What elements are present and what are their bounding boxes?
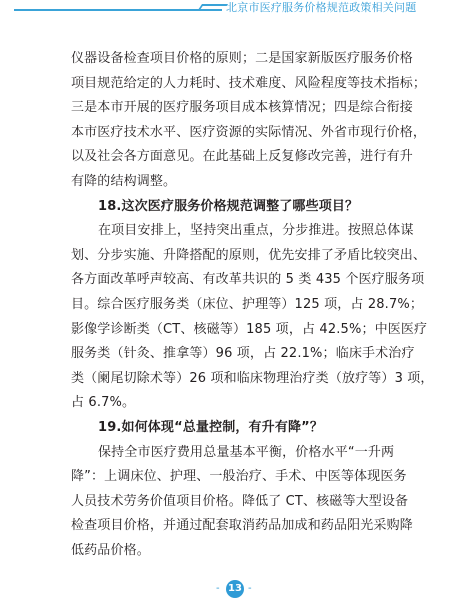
- text-line: 本市医疗技术水平、医疗资源的实际情况、外省市现行价格，: [71, 124, 427, 140]
- text-line: 检查项目价格，并通过配套取消药品加成和药品阳光采购降: [71, 518, 413, 534]
- page-number: 13: [226, 580, 244, 598]
- page-footer: [0, 578, 472, 600]
- text-line: 在项目安排上，坚持突出重点，分步推进。按照总体谋: [98, 223, 414, 239]
- page-number-dash-right: -: [248, 583, 252, 594]
- section-heading: 18.这次医疗服务价格规范调整了哪些项目？: [98, 198, 359, 214]
- text-line: 划、分步实施、升降搭配的原则，优先安排了矛盾比较突出、: [71, 247, 427, 263]
- text-line: 服务类（针灸、推拿等）96 项，占 22.1%；临床手术治疗: [71, 346, 415, 362]
- header-rule: [14, 9, 222, 11]
- text-line: 人员技术劳务价值项目价格。降低了 CT、核磁等大型设备: [71, 493, 409, 509]
- text-line: 有降的结构调整。: [71, 173, 177, 189]
- text-line: 项目规范给定的人力耗时、技术难度、风险程度等技术指标；: [71, 75, 427, 91]
- section-heading: 19.如何体现“总量控制，有升有降”？: [98, 419, 323, 435]
- text-line: 以及社会各方面意见。在此基础上反复修改完善，进行有升: [71, 149, 413, 165]
- text-line: 占 6.7%。: [71, 395, 136, 411]
- body-text: [71, 47, 434, 563]
- text-line: 目。综合医疗服务类（床位、护理等）125 项，占 28.7%；: [71, 296, 424, 312]
- text-line: 保持全市医疗费用总量基本平衡，价格水平“一升两: [98, 444, 395, 460]
- header-rule-accent: [198, 4, 228, 10]
- header-title: 北京市医疗服务价格规范政策相关问题: [226, 1, 417, 14]
- text-line: 类（阑尾切除术等）26 项和临床物理治疗类（放疗等）3 项，: [71, 370, 434, 386]
- text-line: 三是本市开展的医疗服务项目成本核算情况；四是综合衔接: [71, 100, 413, 116]
- text-line: 仪器设备检查项目价格的原则；二是国家新版医疗服务价格: [71, 51, 413, 66]
- page-header: [0, 0, 472, 20]
- page-number-dash-left: -: [216, 583, 220, 594]
- text-line: 降”：上调床位、护理、一般治疗、手术、中医等体现医务: [71, 469, 407, 485]
- text-line: 影像学诊断类（CT、核磁等）185 项，占 42.5%；中医医疗: [71, 321, 428, 337]
- text-line: 各方面改革呼声较高、有改革共识的 5 类 435 个医疗服务项: [71, 272, 425, 288]
- text-line: 低药品价格。: [71, 542, 150, 558]
